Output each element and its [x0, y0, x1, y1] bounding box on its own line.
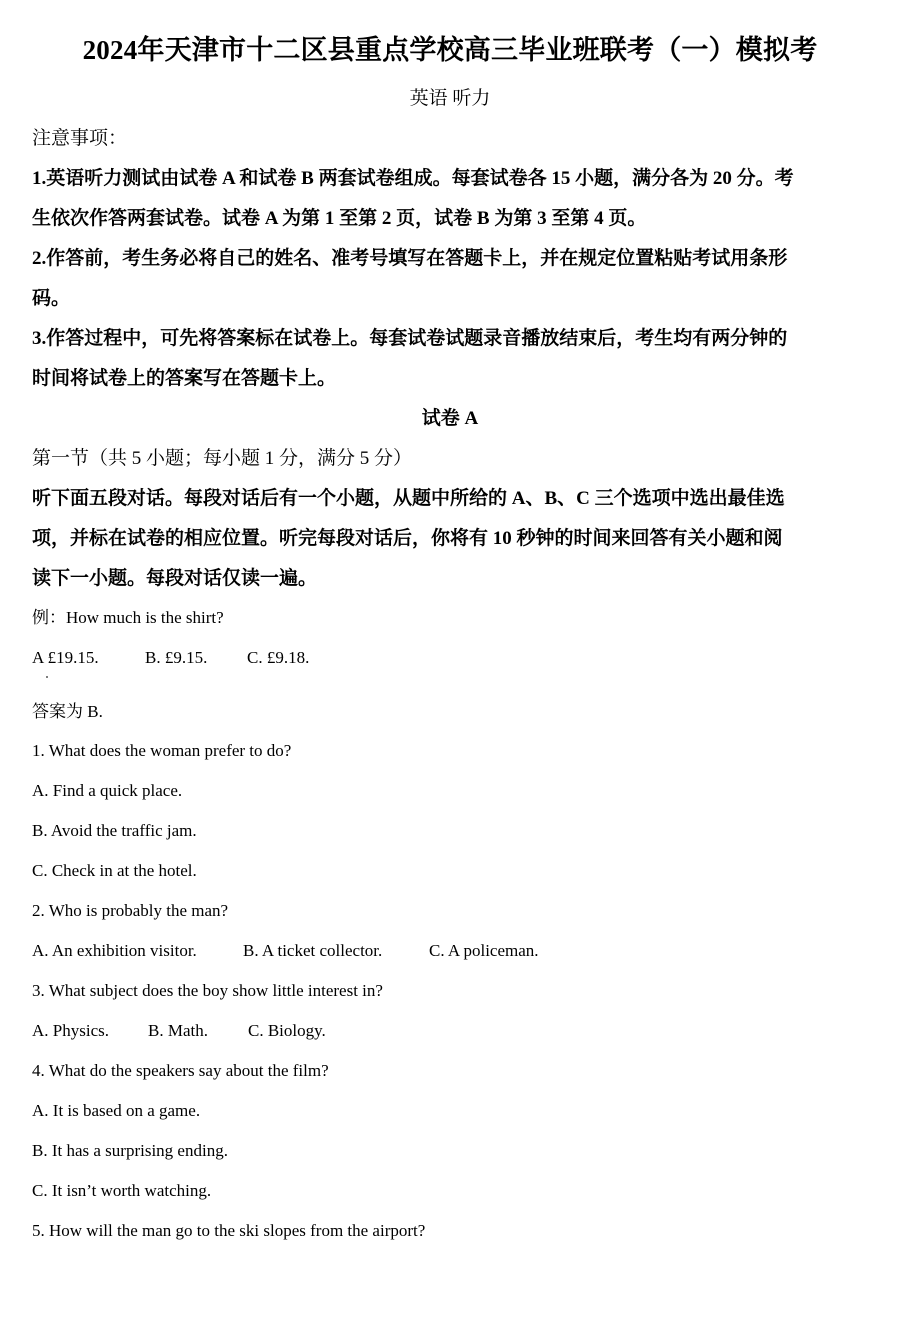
question-2-option-b: B. A ticket collector.	[243, 941, 383, 960]
question-3-option-a: A. Physics.	[32, 1021, 109, 1040]
example-option-a: A £19.15.	[32, 648, 99, 667]
paper-a-heading: 试卷 A	[421, 408, 479, 429]
question-1-option-a: A. Find a quick place.	[32, 781, 183, 800]
question-4: 4. What do the speakers say about the film?	[32, 1061, 329, 1080]
notice-item-1-line-1: 1.英语听力测试由试卷 A 和试卷 B 两套试卷组成。每套试卷各 15 小题，满分各为 20 分。考	[32, 168, 794, 189]
question-2-options	[32, 938, 539, 964]
question-5: 5. How will the man go to the ski slopes from the airport?	[32, 1221, 426, 1240]
section-1-instruction-line-3: 读下一小题。每段对话仅读一遍。	[32, 568, 318, 589]
question-3-option-b: B. Math.	[148, 1021, 208, 1040]
question-1: 1. What does the woman prefer to do?	[32, 741, 292, 760]
question-2-option-c: C. A policeman.	[429, 941, 539, 960]
stray-dot	[46, 676, 48, 678]
question-1-option-c: C. Check in at the hotel.	[32, 861, 197, 880]
question-2: 2. Who is probably the man?	[32, 901, 229, 920]
question-4-option-c: C. It isn’t worth watching.	[32, 1181, 212, 1200]
example-question: 例：How much is the shirt?	[32, 608, 224, 627]
page-title: 2024年天津市十二区县重点学校高三毕业班联考（一）模拟考	[82, 35, 818, 65]
notice-heading: 注意事项：	[32, 128, 128, 149]
section-1-instruction-line-2: 项，并标在试卷的相应位置。听完每段对话后，你将有 10 秒钟的时间来回答有关小题和阅	[32, 528, 783, 549]
question-4-option-a: A. It is based on a game.	[32, 1101, 201, 1120]
example-option-c: C. £9.18.	[247, 648, 310, 667]
notice-item-2-line-1: 2.作答前，考生务必将自己的姓名、准考号填写在答题卡上，并在规定位置粘贴考试用条形	[32, 248, 788, 269]
question-1-option-b: B. Avoid the traffic jam.	[32, 821, 197, 840]
question-3-option-c: C. Biology.	[248, 1021, 326, 1040]
notice-item-3-line-2: 时间将试卷上的答案写在答题卡上。	[32, 368, 337, 389]
question-2-option-a: A. An exhibition visitor.	[32, 941, 197, 960]
example-option-b: B. £9.15.	[145, 648, 208, 667]
notice-item-1-line-2: 生依次作答两套试卷。试卷 A 为第 1 至第 2 页，试卷 B 为第 3 至第 4 页。	[32, 208, 647, 229]
question-3-options	[32, 1018, 326, 1044]
question-3: 3. What subject does the boy show little interest in?	[32, 981, 383, 1000]
page-subtitle: 英语 听力	[409, 88, 491, 109]
example-answer: 答案为 B.	[32, 702, 103, 721]
section-1-instruction-line-1: 听下面五段对话。每段对话后有一个小题，从题中所给的 A、B、C 三个选项中选出最佳选	[32, 488, 785, 509]
notice-item-2-line-2: 码。	[32, 288, 71, 309]
section-1-heading: 第一节（共 5 小题；每小题 1 分，满分 5 分）	[32, 448, 413, 469]
example-options	[32, 645, 309, 671]
notice-item-3-line-1: 3.作答过程中，可先将答案标在试卷上。每套试卷试题录音播放结束后，考生均有两分钟的	[32, 328, 788, 349]
question-4-option-b: B. It has a surprising ending.	[32, 1141, 228, 1160]
